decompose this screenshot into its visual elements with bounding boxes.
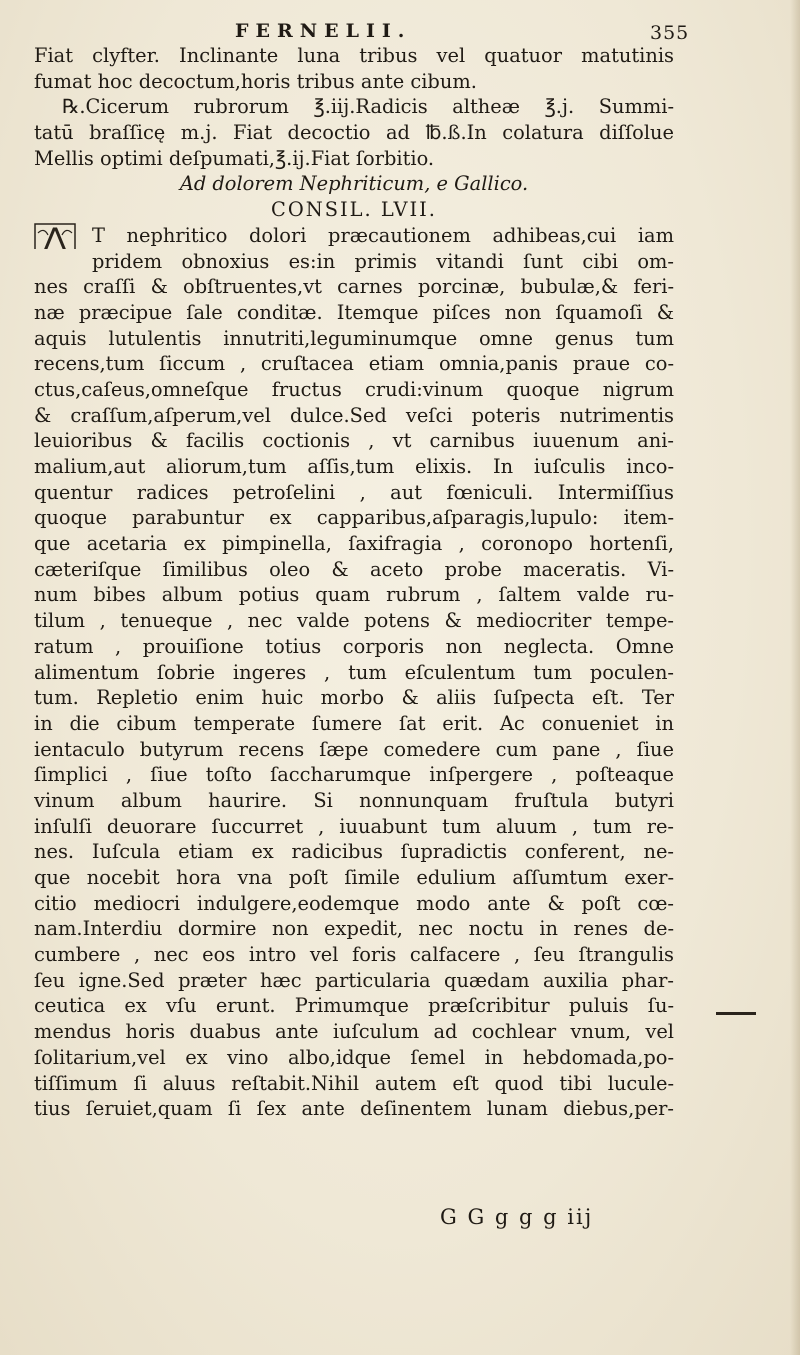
text-line: ſolitarium,vel ex vino albo,idque ſemel in hebdomada,po- [34,1045,674,1069]
text-line: ctus,caſeus,omneſque fructus crudi:vinum quoque nigrum [34,377,674,401]
text-line: ſimplici , ſiue toſto ſaccharumque inſpergere , poſteaque [34,763,674,787]
text-line: alimentum ſobrie ingeres , tum eſculentum tum poculen- [34,660,674,684]
ornamental-initial-icon [34,223,76,249]
running-title: FERNELII. [235,20,412,42]
text-line: leuioribus & facilis coctionis , vt carnibus iuuenum ani- [34,429,674,453]
text-line: Fiat clyfter. Inclinante luna tribus vel quatuor matutinis [34,44,674,67]
text-body [34,43,674,1122]
text-line: ceutica ex vſu erunt. Primumque præſcribitur puluis ſu- [34,994,674,1018]
text-line: ſeu igne.Sed præter hæc particularia quædam auxilia phar- [34,968,674,992]
text-line: ℞.Cicerum rubrorum ℥.iij.Radicis altheæ ℥.j. Summi- [62,95,674,119]
page-edge-shadow [790,0,800,1355]
text-line: nes craſſi & obſtruentes,vt carnes porcinæ, bubulæ,& feri- [34,275,674,299]
text-line: vinum album haurire. Si nonnunquam fruſtula butyri [34,788,674,812]
text-line: num bibes album potius quam rubrum , ſaltem valde ru- [34,583,674,607]
text-line: fumat hoc decoctum,horis tribus ante cibum. [34,69,477,93]
text-line: aquis lutulentis innutriti,leguminumque omne genus tum [34,326,674,350]
text-line: quentur radices petroſelini , aut fœniculi. Intermiſſius [34,480,674,504]
section-heading: Ad dolorem Nephriticum, e Gallico. [179,172,529,196]
text-line: citio mediocri indulgere,eodemque modo ante & poſt cœ- [34,891,674,915]
signature-mark: G G g g g iij [440,1205,594,1229]
text-line: næ præcipue ſale conditæ. Itemque piſces non ſquamoſi & [34,300,674,324]
text-line: ientaculo butyrum recens ſæpe comedere cum pane , ſiue [34,737,674,761]
text-line: tiſſimum ſi aluus reſtabit.Nihil autem eſt quod tibi lucule- [34,1071,674,1095]
consilium-number: CONSIL. LVII. [271,198,437,222]
text-line: tilum , tenueque , nec valde potens & mediocriter tempe- [34,609,674,633]
text-line: pridem obnoxius es:in primis vitandi ſunt cibi om- [92,249,674,273]
text-line: cæteriſque ſimilibus oleo & aceto probe maceratis. Vi- [34,557,674,581]
text-line: cumbere , nec eos intro vel foris calfacere , ſeu ſtrangulis [34,943,674,967]
text-line: inſulſi deuorare ſuccurret , iuuabunt tum aluum , tum re- [34,814,674,838]
text-line: tatū braſſicę m.j. Fiat decoctio ad ℔.ß.In colatura diſſolue [34,121,674,145]
text-line: que nocebit hora vna poſt ſimile edulium aſſumtum exer- [34,866,674,889]
text-line: in die cibum temperate ſumere ſat erit. Ac conueniet in [34,711,674,735]
text-line: mendus horis duabus ante iuſculum ad cochlear vnum, vel [34,1020,674,1044]
text-line: que acetaria ex pimpinella, ſaxifragia , coronopo hortenſi, [34,532,674,556]
text-line: malium,aut aliorum,tum aſſis,tum elixis. In iuſculis inco- [34,455,674,478]
text-line [34,223,674,249]
page-number: 355 [650,22,690,44]
text-line: nam.Interdiu dormire non expedit, nec noctu in renes de- [34,917,674,941]
text-line: quoque parabuntur ex capparibus,aſparagis,lupulo: item- [34,506,674,530]
text-line: & craſſum,aſperum,vel dulce.Sed veſci poteris nutrimentis [34,403,674,427]
text-line: recens,tum ſiccum , cruſtacea etiam omnia,panis praue co- [34,352,674,376]
text-line: tius ſeruiet,quam ſi ſex ante deſinentem lunam diebus,per- [34,1097,674,1121]
margin-rule [716,1012,756,1015]
text-line: Mellis optimi deſpumati,℥.ij.Fiat ſorbitio. [34,146,435,170]
text-line: tum. Repletio enim huic morbo & aliis ſuſpecta eſt. Ter [34,686,674,710]
text-line: nes. Iuſcula etiam ex radicibus ſupradictis conferent, ne- [34,840,674,864]
text-line-content: T nephritico dolori præcautionem adhibeas,cui iam [92,223,674,247]
text-line: ratum , prouiſione totius corporis non neglecta. Omne [34,634,674,658]
